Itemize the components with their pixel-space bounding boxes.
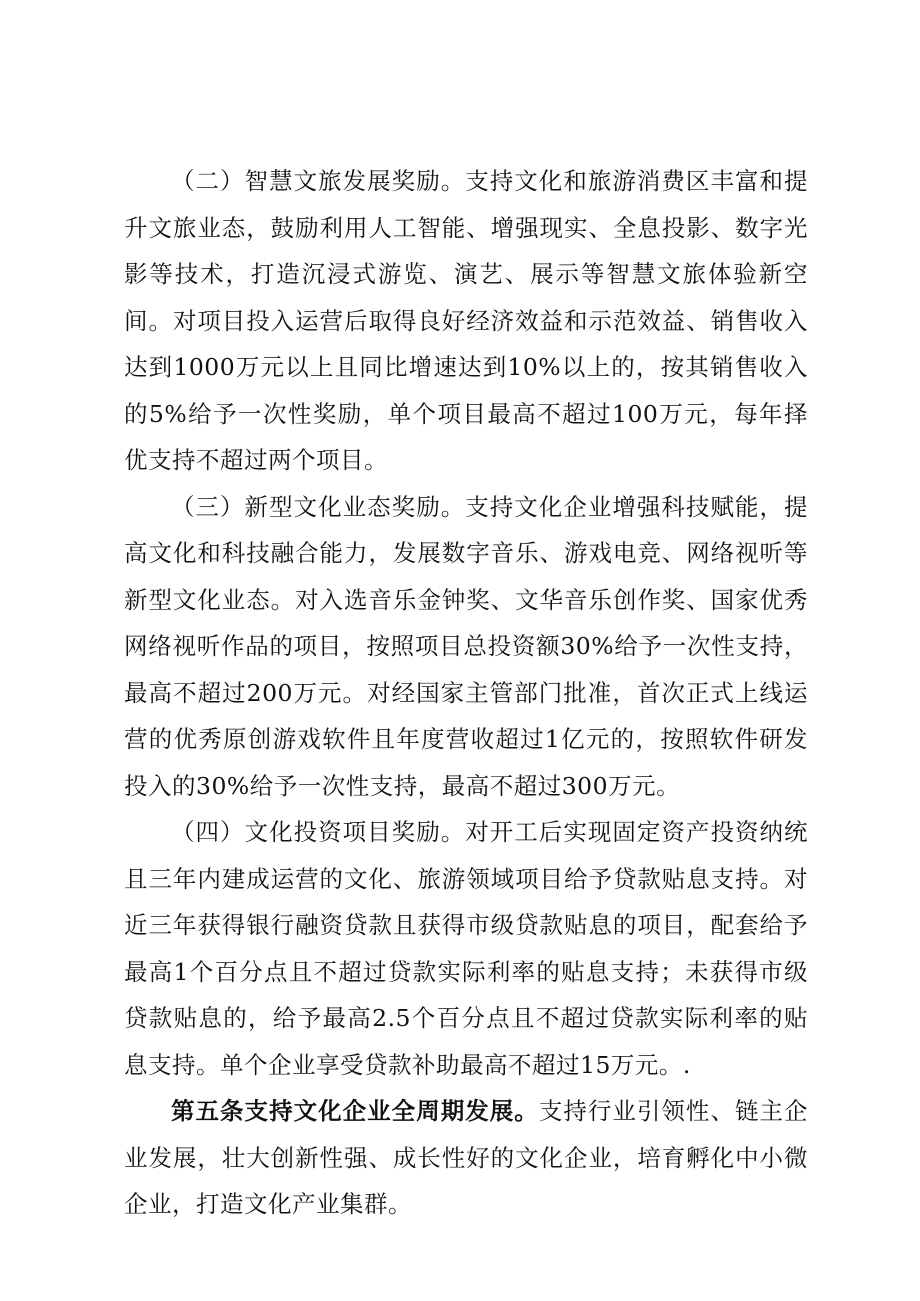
paragraph-smart-tourism-reward: （二）智慧文旅发展奖励。支持文化和旅游消费区丰富和提升文旅业态，鼓励利用人工智能、增强现实、全息投影、数字光影等技术，打造沉浸式游览、演艺、展示等智慧文旅体验新空间。对项目投入运营后取得良好经济效益和示范效益、销售收入达到1000万元以上且同比增速达到10%以上的，按其销售收入的5%给予一次性奖励，单个项目最高不超过100万元，每年择优支持不超过两个项目。	[124, 167, 808, 474]
document-body	[124, 158, 808, 1228]
paragraph-article-five	[124, 1088, 808, 1228]
paragraph-culture-investment-reward: （四）文化投资项目奖励。对开工后实现固定资产投资纳统且三年内建成运营的文化、旅游领域项目给予贷款贴息支持。对近三年获得银行融资贷款且获得市级贷款贴息的项目，配套给予最高1个百分点且不超过贷款实际利率的贴息支持；未获得市级贷款贴息的，给予最高2.5个百分点且不超过贷款实际利率的贴息支持。单个企业享受贷款补助最高不超过15万元。.	[124, 818, 808, 1079]
paragraph-new-culture-reward: （三）新型文化业态奖励。支持文化企业增强科技赋能，提高文化和科技融合能力，发展数字音乐、游戏电竞、网络视听等新型文化业态。对入选音乐金钟奖、文华音乐创作奖、国家优秀网络视听作品的项目，按照项目总投资额30%给予一次性支持，最高不超过200万元。对经国家主管部门批准，首次正式上线运营的优秀原创游戏软件且年度营收超过1亿元的，按照软件研发投入的30%给予一次性支持，最高不超过300万元。	[124, 492, 808, 800]
article-five-text: 支持行业引领性、链主企业发展，壮大创新性强、成长性好的文化企业，培育孵化中小微企业，打造文化产业集群。	[124, 1097, 809, 1218]
article-five-heading: 第五条支持文化企业全周期发展。	[171, 1097, 539, 1125]
